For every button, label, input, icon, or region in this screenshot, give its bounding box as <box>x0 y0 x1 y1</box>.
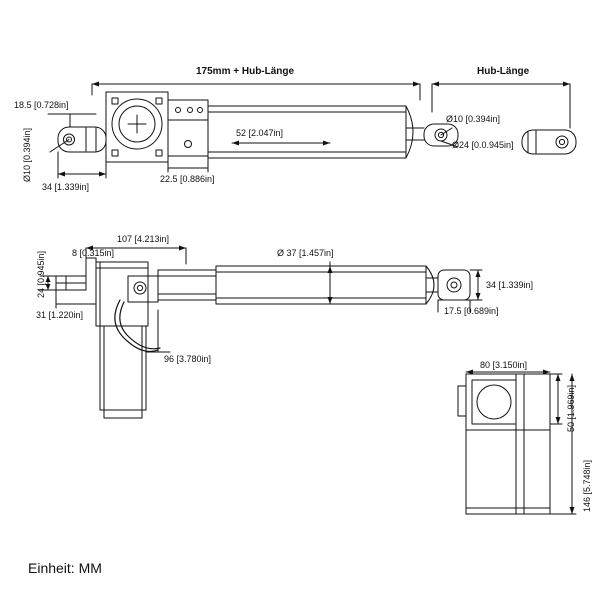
dim-label-80: 80 [3.150in] <box>480 360 528 370</box>
dim-label-146: 146 [5.748in] <box>582 459 592 512</box>
dim-label-d24: Ø24 [0.0.945in] <box>452 140 514 150</box>
unit-note: Einheit: MM <box>28 560 102 576</box>
dim-label-50: 50 [1.969in] <box>566 384 576 432</box>
dim-label-34-top: 34 [1.339in] <box>42 182 90 192</box>
dim-label-d10-top: Ø10 [0.394in] <box>446 114 501 124</box>
dim-label-24: 24 [0.945in] <box>36 250 46 298</box>
dim-label-22-5: 22.5 [0.886in] <box>160 174 215 184</box>
dim-label-96: 96 [3.780in] <box>164 354 212 364</box>
dim-label-8: 8 [0.315in] <box>72 248 115 258</box>
dim-label-d10-left: Ø10 [0.394in] <box>22 127 32 182</box>
dim-label-52: 52 [2.047in] <box>236 128 284 138</box>
dim-label-17-5: 17.5 [0.689in] <box>444 306 499 316</box>
dim-label-34-side: 34 [1.339in] <box>486 280 534 290</box>
dim-label-d37: Ø 37 [1.457in] <box>277 248 334 258</box>
dim-label-18-5: 18.5 [0.728in] <box>14 100 69 110</box>
dim-label-hublaenge: Hub-Länge <box>477 66 530 77</box>
dim-label-31: 31 [1.220in] <box>36 310 84 320</box>
dim-label-107: 107 [4.213in] <box>117 234 170 244</box>
dim-label-175mm-hublaenge: 175mm + Hub-Länge <box>196 66 295 77</box>
